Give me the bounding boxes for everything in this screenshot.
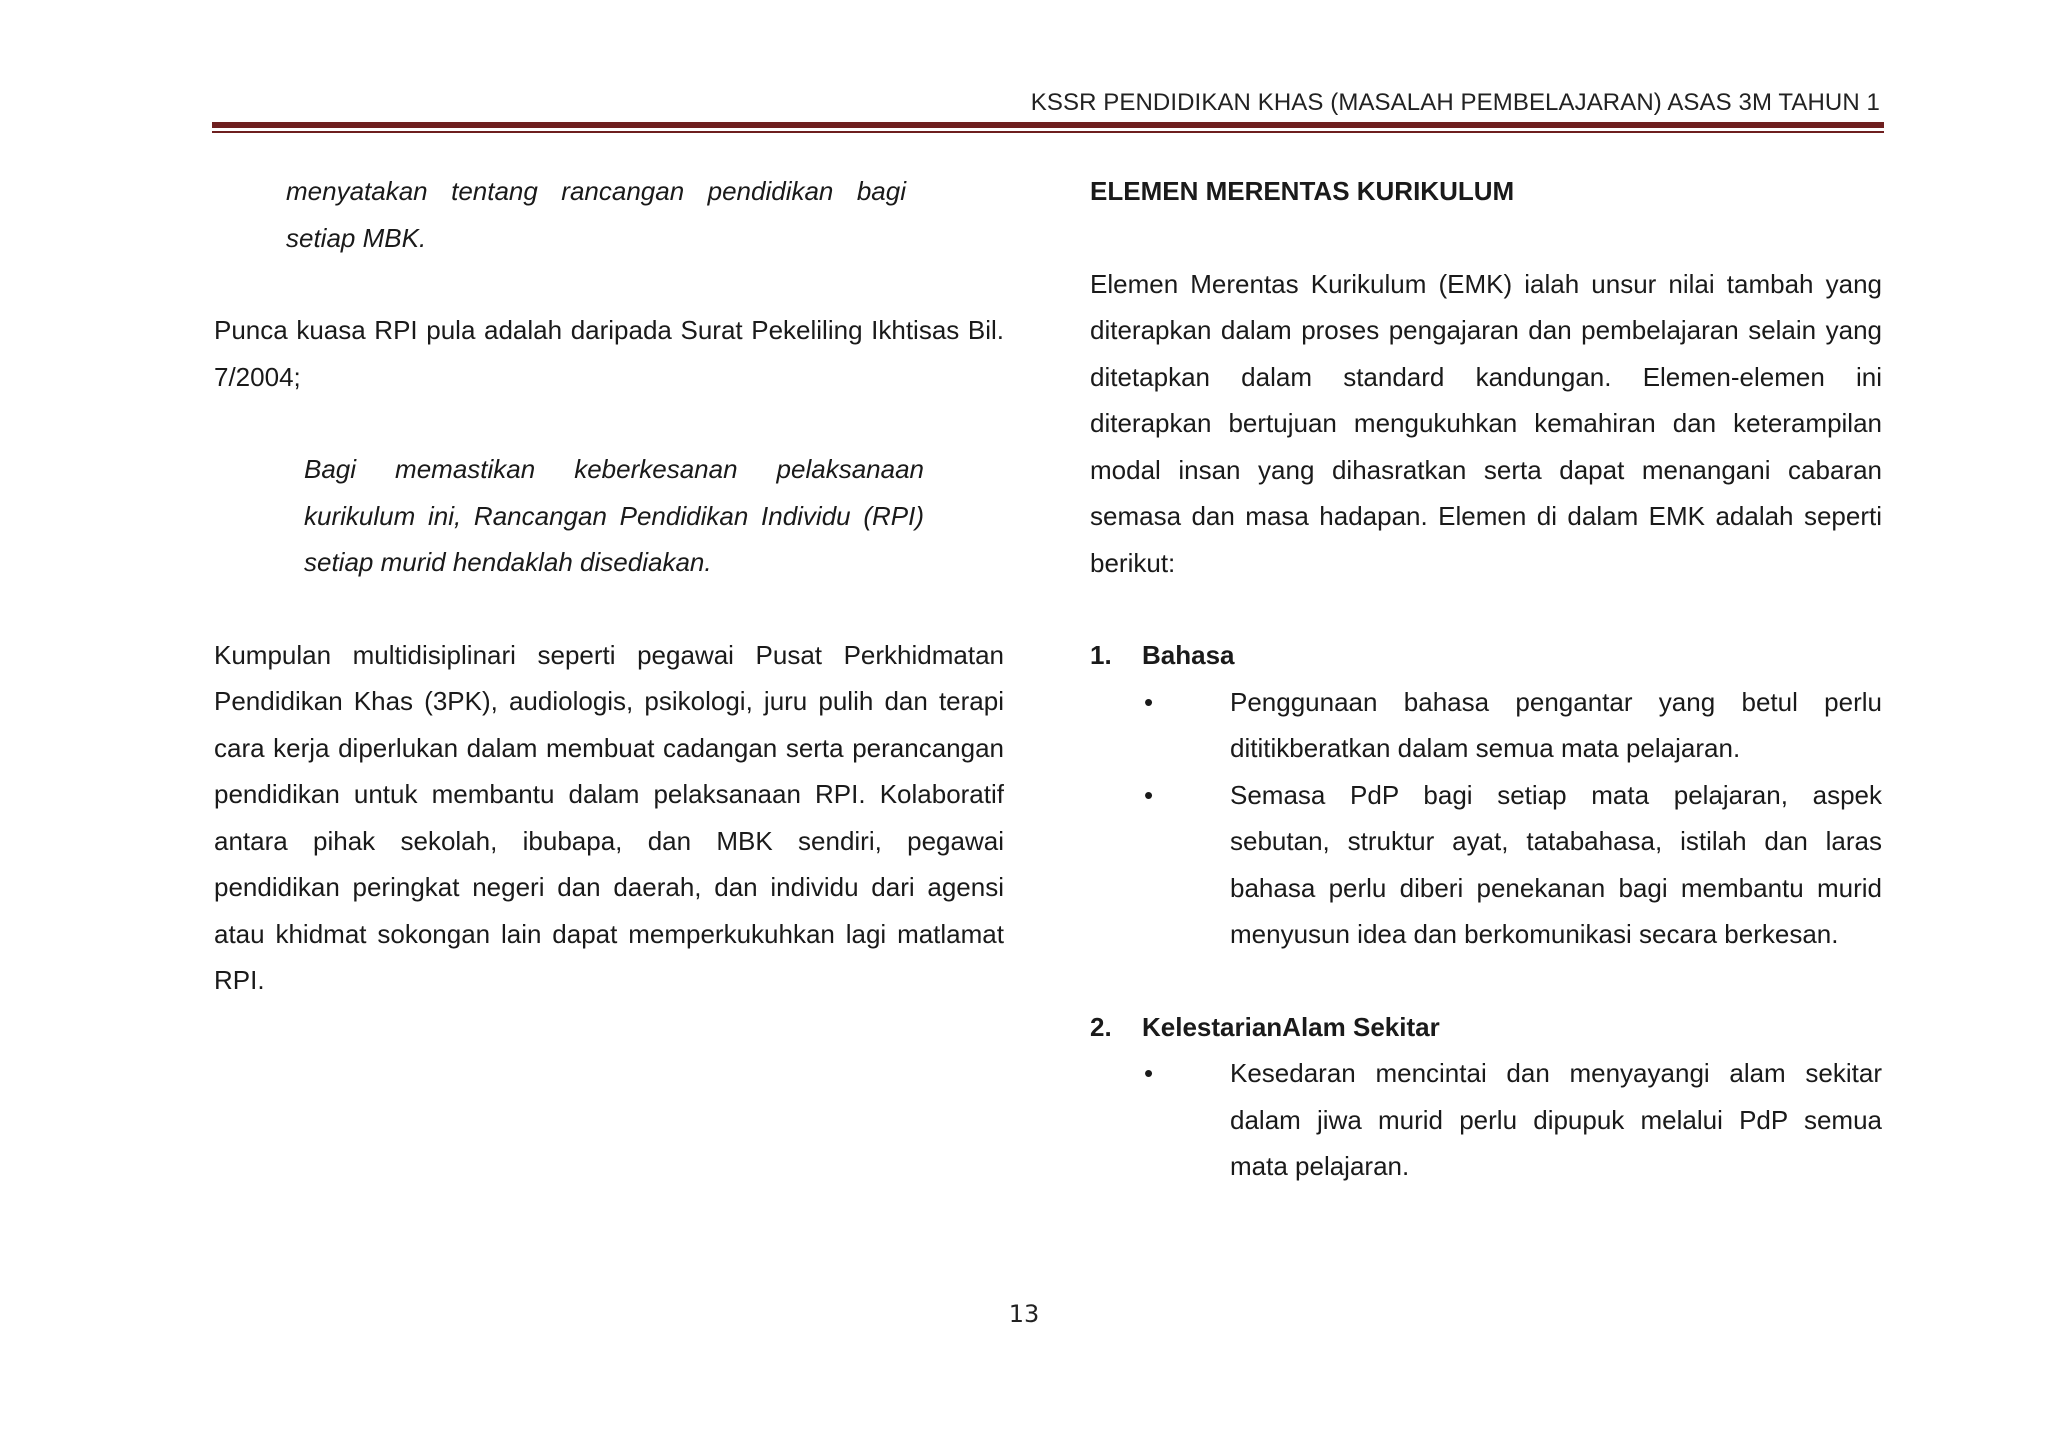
bullet-text: Penggunaan bahasa pengantar yang betul perlu dititikberatkan dalam semua mata pelajaran. <box>1230 686 1882 763</box>
item-title: KelestarianAlam Sekitar <box>1142 1011 1440 1042</box>
quote-rpi: Bagi memastikan keberkesanan pelaksanaan kurikulum ini, Rancangan Pendidikan Individu (RPI) setiap murid hendaklah disediakan. <box>304 454 924 577</box>
page-header <box>212 88 1884 133</box>
paragraph-kumpulan: Kumpulan multidisiplinari seperti pegawai Pusat Perkhidmatan Pendidikan Khas (3PK), audiologis, psikologi, juru pulih dan terapi cara kerja diperlukan dalam membuat cadangan serta perancangan pendidikan untuk membantu dalam pelaksanaan RPI. Kolaboratif antara pihak sekolah, ibubapa, dan MBK sendiri, pegawai pendidikan peringkat negeri dan daerah, dan individu dari agensi atau khidmat sokongan lain dapat memperkukuhkan lagi matlamat RPI. <box>214 639 1004 995</box>
bullet-item <box>1090 1050 1882 1190</box>
element-item-kelestarian <box>1090 1004 1882 1051</box>
header-title: KSSR PENDIDIKAN KHAS (MASALAH PEMBELAJARAN) ASAS 3M TAHUN 1 <box>1030 89 1880 116</box>
bullet-icon: • <box>1144 1058 1154 1088</box>
quote-rancangan: menyatakan tentang rancangan pendidikan bagi setiap MBK. <box>286 176 906 253</box>
header-rule-thin <box>212 131 1884 133</box>
right-column <box>1090 168 1882 1190</box>
item-number: 1. <box>1090 640 1112 670</box>
bullet-icon: • <box>1144 686 1154 717</box>
element-item-bahasa <box>1090 632 1882 679</box>
paragraph-punca-kuasa: Punca kuasa RPI pula adalah daripada Surat Pekeliling Ikhtisas Bil. 7/2004; <box>214 315 1004 392</box>
bullet-item <box>1090 772 1882 958</box>
bullet-text: Semasa PdP bagi setiap mata pelajaran, aspek sebutan, struktur ayat, tatabahasa, istilah dan laras bahasa perlu diberi penekanan bagi membantu murid menyusun idea dan berkomunikasi secara berkesan. <box>1230 779 1882 949</box>
paragraph-emk-intro: Elemen Merentas Kurikulum (EMK) ialah unsur nilai tambah yang diterapkan dalam proses pengajaran dan pembelajaran selain yang ditetapkan dalam standard kandungan. Elemen-elemen ini diterapkan bertujuan mengukuhkan kemahiran dan keterampilan modal insan yang dihasratkan serta dapat menangani cabaran semasa dan masa hadapan. Elemen di dalam EMK adalah seperti berikut: <box>1090 268 1882 578</box>
section-heading: ELEMEN MERENTAS KURIKULUM <box>1090 176 1515 206</box>
left-column <box>214 168 1004 1004</box>
bullet-icon: • <box>1144 779 1154 810</box>
bullet-item <box>1090 679 1882 772</box>
bullet-text: Kesedaran mencintai dan menyayangi alam sekitar dalam jiwa murid perlu dipupuk melalui PdP semua mata pelajaran. <box>1230 1058 1882 1181</box>
header-rule-thick <box>212 122 1884 128</box>
page-number: 13 <box>1008 1300 1040 1328</box>
item-number: 2. <box>1090 1011 1112 1042</box>
item-title: Bahasa <box>1142 640 1235 670</box>
